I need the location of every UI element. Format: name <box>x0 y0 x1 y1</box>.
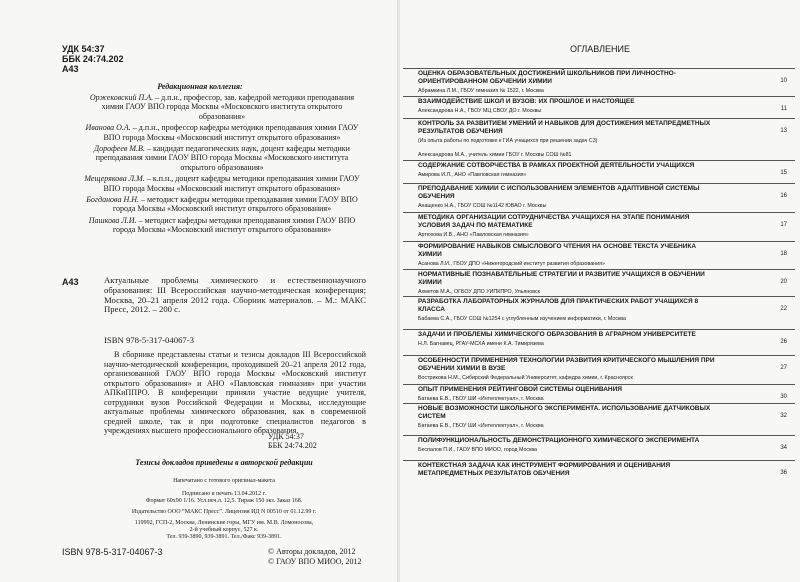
bbk-code-2: ББК 24:74.202 <box>268 441 317 450</box>
toc-entry-page: 13 <box>780 128 787 134</box>
toc-entry-page: 27 <box>780 365 787 371</box>
member-affiliation: ГАОУ ВПО города Москвы «Московский институт открытого образования» <box>112 195 358 214</box>
author-mark: А43 <box>62 64 79 74</box>
print-line: Формат 60х90 1/16. Усл.печ.л. 12,5. Тираж 150 экз. Заказ 168. <box>145 498 303 504</box>
toc-entry-author: Абрамкина Л.М., ГБОУ гимназия № 1522, г. Москва <box>418 88 544 94</box>
toc-entry-author: Бабаева С.А., ГБОУ СОШ №1254 с углубленным изучением информатики, г. Москва <box>418 316 626 322</box>
toc-entry[interactable] <box>410 70 795 95</box>
toc-entry[interactable] <box>410 357 795 382</box>
board-member <box>82 144 362 172</box>
print-line: Напечатано с готового оригинал-макета <box>173 478 275 484</box>
member-role: – методист кафедры методики преподавания химии <box>139 195 317 205</box>
toc-entry-title: ЗАДАЧИ И ПРОБЛЕМЫ ХИМИЧЕСКОГО ОБРАЗОВАНИЯ В АГРАРНОМ УНИВЕРСИТЕТЕ <box>418 331 696 338</box>
left-page <box>0 0 398 582</box>
toc-entry-author: Батаева Е.В., ГБОУ ШИ «Интеллектуал», г. Москва <box>418 423 544 429</box>
toc-entry-title: РАЗРАБОТКА ЛАБОРАТОРНЫХ ЖУРНАЛОВ ДЛЯ ПРАКТИЧЕСКИХ РАБОТ УЧАЩИХСЯ 8 КЛАССА <box>418 298 699 313</box>
toc-entry-title: НОРМАТИВНЫЕ ПОЗНАВАТЕЛЬНЫЕ СТРАТЕГИИ И РАЗВИТИЕ УЧАЩИХСЯ В ОБУЧЕНИИ ХИМИИ <box>418 271 705 286</box>
catalog-entry: Актуальные проблемы химического и естественнонаучного образования: III Всероссийская научно-методическая конференция; Москва, 20–21 апреля 2012 года. Сборник материалов. – М.: МАКС Пресс, 2012. – 200 с. <box>104 275 366 315</box>
toc-entry[interactable] <box>410 462 795 478</box>
member-role: – д.п.н., профессор кафедры методики преподавания химии <box>130 123 337 133</box>
member-name: Дорофеев М.В. <box>94 144 145 154</box>
toc-entry[interactable] <box>410 331 795 348</box>
toc-entry-page: 10 <box>780 78 787 84</box>
isbn-bottom: ISBN 978-5-317-04067-3 <box>62 547 163 557</box>
copyright-authors: © Авторы докладов, 2012 <box>268 547 356 556</box>
toc-entry-author: (Из опыта работы по подготовке к ГИА учащихся при решении задач С3) <box>418 138 598 144</box>
toc-entry-title: ФОРМИРОВАНИЕ НАВЫКОВ СМЫСЛОВОГО ЧТЕНИЯ НА ОСНОВЕ ТЕКСТА УЧЕБНИКА ХИМИИ <box>418 243 697 258</box>
member-affiliation: зав. кафедрой методики преподавания химии ГАОУ ВПО города Москвы «Московского института открытого образования» <box>101 93 355 121</box>
udk-code-2: УДК 54:37 <box>268 432 304 441</box>
toc-entry[interactable] <box>410 271 795 296</box>
bbk-code: ББК 24:74.202 <box>62 54 124 64</box>
toc-entry[interactable] <box>410 405 795 430</box>
print-line: 2-й учебный корпус, 527 к. <box>189 527 259 533</box>
toc-entry[interactable] <box>410 98 795 115</box>
member-role: – д.п.н., профессор, <box>153 93 223 102</box>
member-role: – кандидат педагогических наук, <box>144 144 259 154</box>
member-role: – методист кафедры методики преподавания химии <box>136 215 315 225</box>
toc-entry-page: 16 <box>780 193 787 199</box>
toc-entry[interactable] <box>410 120 795 145</box>
toc-entry-page: 30 <box>780 394 787 400</box>
toc-entry-page: 26 <box>780 339 787 345</box>
toc-entry[interactable] <box>410 243 795 268</box>
toc-divider <box>403 296 795 297</box>
copyright-institute: © ГАОУ ВПО МИОО, 2012 <box>268 557 362 566</box>
member-name: Пашкова Л.И. <box>88 215 137 225</box>
toc-entry-page: 11 <box>780 106 787 112</box>
print-line: Тел. 939-3890, 939-3891. Тел./Факс 939-3891. <box>166 534 282 540</box>
toc-divider <box>403 355 795 356</box>
toc-entry-title: НОВЫЕ ВОЗМОЖНОСТИ ШКОЛЬНОГО ЭКСПЕРИМЕНТА. ИСПОЛЬЗОВАНИЕ ДАТЧИКОВЫХ СИСТЕМ <box>418 405 711 420</box>
right-page <box>400 0 800 582</box>
toc-entry-title: СОДЕРЖАНИЕ СОТВОРЧЕСТВА В РАМКАХ ПРОЕКТНОЙ ДЕЯТЕЛЬНОСТИ УЧАЩИХСЯ <box>418 162 695 169</box>
board-title: Редакционная коллегия: <box>157 82 243 91</box>
board-member <box>82 195 362 214</box>
toc-entry-page: 20 <box>780 279 787 285</box>
toc-entry-title: ОСОБЕННОСТИ ПРИМЕНЕНИЯ ТЕХНОЛОГИИ РАЗВИТИЯ КРИТИЧЕСКОГО МЫШЛЕНИЯ ПРИ ОБУЧЕНИИ ХИМИИ В ВУЗЕ <box>418 357 715 372</box>
toc-divider <box>403 183 795 184</box>
catalog-isbn: ISBN 978-5-317-04067-3 <box>104 335 195 345</box>
editorial-board <box>82 93 362 235</box>
toc-entry-title: ПОЛИФУНКЦИОНАЛЬНОСТЬ ДЕМОНСТРАЦИОННОГО ХИМИЧЕСКОГО ЭКСПЕРИМЕНТА <box>418 437 700 444</box>
board-member <box>82 93 362 121</box>
toc-entry-page: 17 <box>780 222 787 228</box>
toc-entry-author: Востриковa Н.М., Сибирский Федеральный Университет, кафедра химии, г. Красноярск <box>418 375 633 381</box>
toc-divider <box>403 241 795 242</box>
toc-entry-author: Н.Л. Багнавец, РГАУ-МСХА имени К.А. Тимирязева <box>418 341 544 347</box>
member-role: – к.п.н., доцент кафедры методики преподавания химии <box>144 174 338 184</box>
toc-entry-page: 34 <box>780 445 787 451</box>
board-member <box>82 174 362 193</box>
toc-divider <box>403 460 795 461</box>
member-name: Мещерякова Л.М. <box>84 174 145 184</box>
toc-entry-author: Беспалов П.И., ГАОУ ВПО МИОО, город Москва <box>418 447 538 453</box>
member-name: Богданова Н.Н. <box>86 195 140 205</box>
toc-entry-page: 22 <box>780 306 787 312</box>
toc-entry-title: ВЗАИМОДЕЙСТВИЕ ШКОЛ И ВУЗОВ: ИХ ПРОШЛОЕ И НАСТОЯЩЕЕ <box>418 98 635 105</box>
toc-entry[interactable] <box>410 214 795 239</box>
toc-heading: ОГЛАВЛЕНИЕ <box>569 44 631 54</box>
toc-divider <box>403 118 795 119</box>
toc-entry[interactable] <box>410 386 795 403</box>
toc-entry-author: Анащенко Н.А., ГБОУ СОШ №1142 ЮВАО г. Москвы <box>418 203 547 209</box>
board-member <box>82 216 362 235</box>
toc-entry-author: Александрова М.А., учитель химии ГБОУ г. Москвы СОШ №81 <box>418 152 572 158</box>
member-affiliation: ГАОУ ВПО города Москвы «Московский институт открытого образования» <box>103 123 359 142</box>
author-edition-note: Тезисы докладов приведены в авторской редакции <box>135 458 313 467</box>
member-affiliation: ГАОУ ВПО города Москвы «Московский институт открытого образования» <box>112 215 356 235</box>
toc-entry-title: МЕТОДИКА ОРГАНИЗАЦИИ СОТРУДНИЧЕСТВА УЧАЩИХСЯ НА ЭТАПЕ ПОНИМАНИЯ УСЛОВИЯ ЗАДАЧ ПО МАТЕМАТИКЕ <box>418 214 690 229</box>
print-info <box>104 478 344 541</box>
toc-entry-author: Артюхова И.В., АНО «Павловская гимназия» <box>418 232 529 238</box>
toc-divider <box>403 96 795 97</box>
member-name: Оржековский П.А. <box>89 93 154 102</box>
toc-entry[interactable] <box>410 185 795 210</box>
toc-entry-page: 18 <box>780 251 787 257</box>
toc-divider <box>403 329 795 330</box>
print-line: Издательство ООО “МАКС Пресс”. Лицензия ИД N 00510 от 01.12.99 г. <box>131 509 317 515</box>
toc-entry-author: Батаева Е.В., ГБОУ ШИ «Интеллектуал», г. Москва <box>418 396 544 402</box>
toc-entry-author: Ахметов М.А., ОГБОУ ДПО УИПКПРО, Ульяновск <box>418 289 540 295</box>
toc-entry-page: 32 <box>780 413 787 419</box>
toc-divider <box>403 269 795 270</box>
member-affiliation: доцент кафедры методики преподавания химии ГАОУ ВПО города Москвы «Московского института открытого образования» <box>95 144 350 172</box>
toc-entry-title: ПРЕПОДАВАНИЕ ХИМИИ С ИСПОЛЬЗОВАНИЕМ ЭЛЕМЕНТОВ АДАПТИВНОЙ СИСТЕМЫ ОБУЧЕНИЯ <box>418 185 700 200</box>
abstract: В сборнике представлены статьи и тезисы докладов III Всероссийской научно-методической конференции, проходившей 20–21 апреля 2012 года, организованной ГАОУ ВПО города Москвы «Московский институт открытого образования» и АНО «Павловская гимназия» при участии АПКиППРО. В конференции приняли участие ведущие учителя, сотрудники вузов Российской Федерации и Москвы, исследующие актуальные проблемы химического образования, как в современной средней школе, так и при подготовке специалистов педагогов в учреждениях высшего профессионального образования. <box>104 350 366 435</box>
print-line: 119992, ГСП-2, Москва, Ленинские горы, МГУ им. М.В. Ломоносова, <box>134 520 314 526</box>
toc-entry[interactable] <box>410 150 795 159</box>
toc-entry-title: КОНТРОЛЬ ЗА РАЗВИТИЕМ УМЕНИЙ И НАВЫКОВ ДЛЯ ДОСТИЖЕНИЯ МЕТАПРЕДМЕТНЫХ РЕЗУЛЬТАТОВ ОБУЧЕНИЯ <box>418 120 711 135</box>
member-name: Иванова О.А. <box>85 123 131 133</box>
toc-entry-author: Амирова И.Л., АНО «Павловская гимназия» <box>418 172 527 178</box>
toc-divider <box>403 403 795 404</box>
toc-entry-title: КОНТЕКСТНАЯ ЗАДАЧА КАК ИНСТРУМЕНТ ФОРМИРОВАНИЯ И ОЦЕНИВАНИЯ МЕТАПРЕДМЕТНЫХ РЕЗУЛЬТАТОВ ОБУЧЕНИЯ <box>418 462 671 477</box>
print-line: Подписано в печать 13.04.2012 г. <box>182 491 266 497</box>
toc-divider <box>403 384 795 385</box>
toc-divider <box>403 212 795 213</box>
toc-entry[interactable] <box>410 437 795 454</box>
toc-entry-page: 36 <box>780 470 787 476</box>
catalog-code: А43 <box>62 277 79 287</box>
toc-entry[interactable] <box>410 298 795 323</box>
toc-entry-page: 15 <box>780 170 787 176</box>
udk-code: УДК 54:37 <box>62 44 105 54</box>
toc-entry-title: ОЦЕНКА ОБРАЗОВАТЕЛЬНЫХ ДОСТИЖЕНИЙ ШКОЛЬНИКОВ ПРИ ЛИЧНОСТНО-ОРИЕНТИРОВАННОМ ОБУЧЕНИИ ХИМИИ <box>418 70 676 85</box>
toc-entry[interactable] <box>410 162 795 179</box>
toc-entry-author: Александрова Н.А., ГБОУ МЦ СВОУ ДО г. Москвы <box>418 108 542 114</box>
member-affiliation: ГАОУ ВПО города Москвы «Московский институт открытого образования» <box>103 174 360 193</box>
toc-divider <box>403 160 795 161</box>
toc-divider <box>403 68 795 69</box>
toc-entry-author: Асанова Л.И., ГБОУ ДПО «Нижегородский институт развития образования» <box>418 261 605 267</box>
toc-divider <box>403 435 795 436</box>
toc-entry-title: ОПЫТ ПРИМЕНЕНИЯ РЕЙТИНГОВОЙ СИСТЕМЫ ОЦЕНИВАНИЯ <box>418 386 622 393</box>
board-member <box>82 123 362 142</box>
